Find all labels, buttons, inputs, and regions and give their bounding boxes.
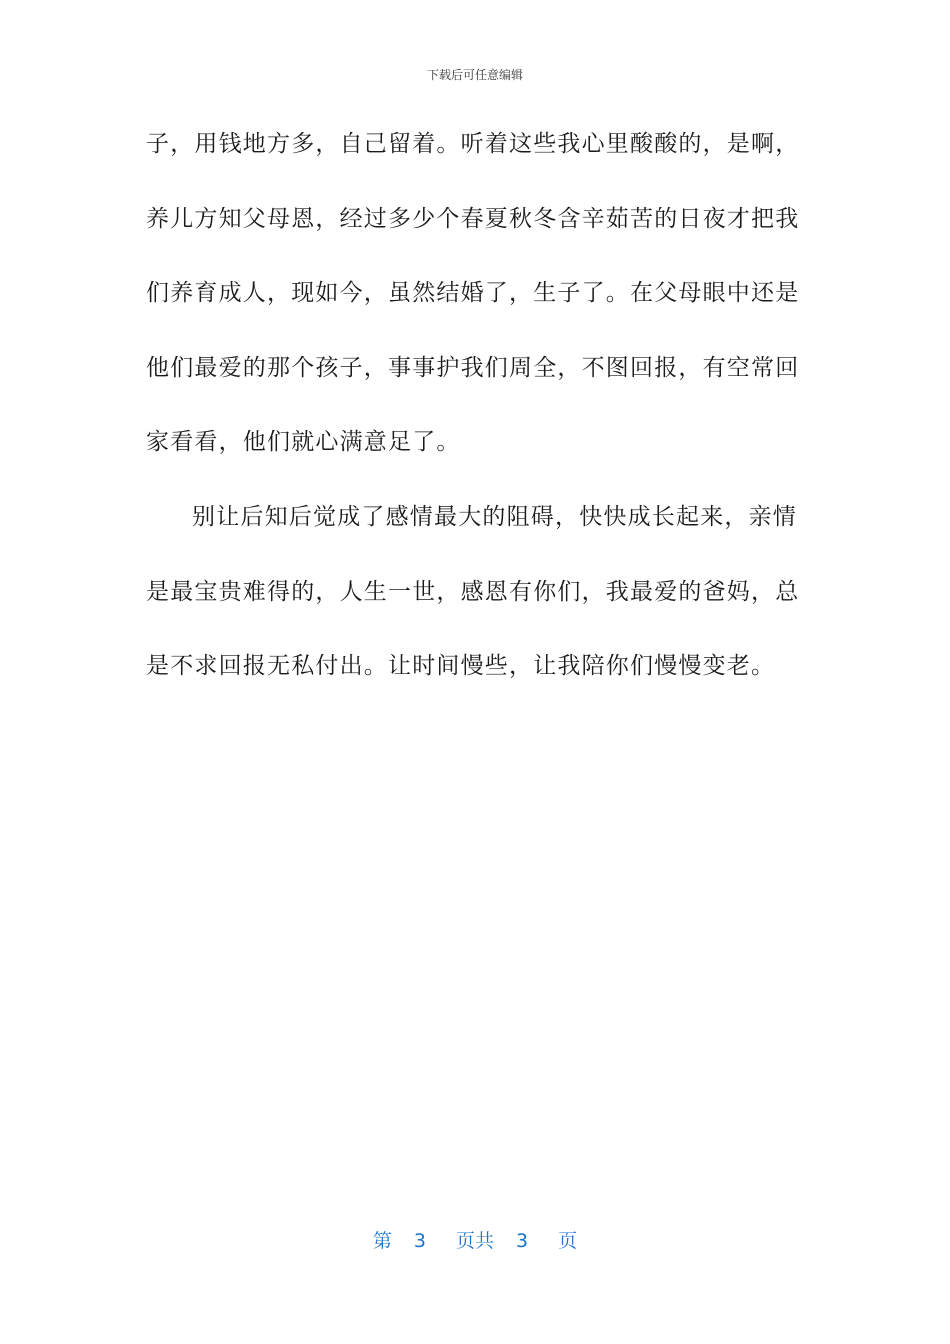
paragraph-line: 是不求回报无私付出。让时间慢些，让我陪你们慢慢变老。 <box>146 653 776 680</box>
paragraph-line: 养儿方知父母恩，经过多少个春夏秋冬含辛茹苦的日夜才把我 <box>146 205 800 232</box>
document-body <box>146 126 800 723</box>
page-total: 3 <box>516 1230 529 1252</box>
page-prefix: 第 <box>372 1230 392 1252</box>
paragraph-line: 们养育成人，现如今，虽然结婚了，生子了。在父母眼中还是 <box>146 280 800 307</box>
paragraph-line: 他们最爱的那个孩子，事事护我们周全，不图回报，有空常回 <box>146 354 800 381</box>
page-number-footer <box>0 1226 950 1253</box>
page-mid: 页共 <box>455 1230 494 1252</box>
page-header: 下载后可任意编辑 <box>426 68 523 82</box>
paragraph-line: 别让后知后觉成了感情最大的阻碍，快快成长起来，亲情 <box>192 503 797 530</box>
page-current: 3 <box>413 1230 426 1252</box>
paragraph-line: 子，用钱地方多，自己留着。听着这些我心里酸酸的，是啊， <box>146 131 800 157</box>
paragraph-line: 是最宝贵难得的，人生一世，感恩有你们，我最爱的爸妈，总 <box>146 578 800 605</box>
page-suffix: 页 <box>558 1230 578 1252</box>
paragraph-line: 家看看，他们就心满意足了。 <box>146 429 461 456</box>
